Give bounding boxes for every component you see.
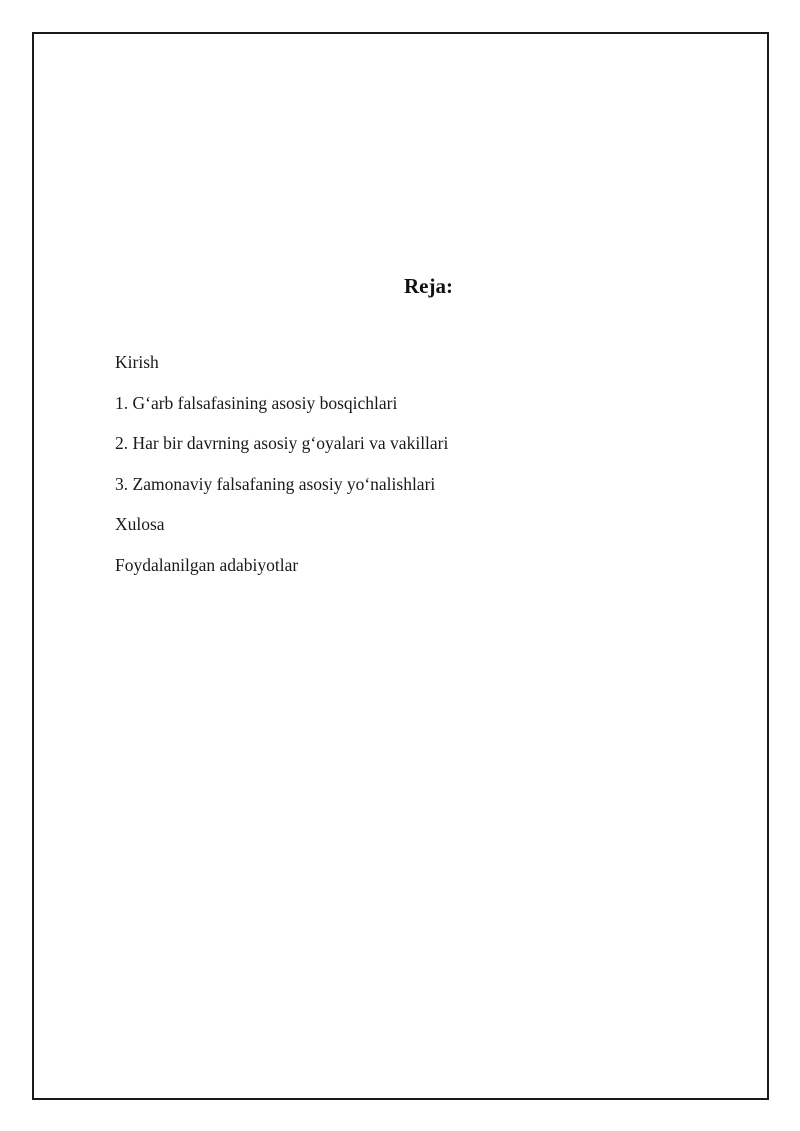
plan-list xyxy=(115,351,448,595)
plan-item-introduction: Kirish xyxy=(115,352,159,372)
plan-item-references: Foydalanilgan adabiyotlar xyxy=(115,554,299,575)
plan-item-2: 2. Har bir davrning asosiy g‘oyalari va vakillari xyxy=(115,433,449,454)
plan-item-conclusion: Xulosa xyxy=(115,514,165,535)
plan-item-1: 1. G‘arb falsafasining asosiy bosqichlari xyxy=(115,392,398,413)
plan-item-3: 3. Zamonaviy falsafaning asosiy yo‘nalishlari xyxy=(115,473,436,494)
page-title: Reja: xyxy=(404,274,453,298)
